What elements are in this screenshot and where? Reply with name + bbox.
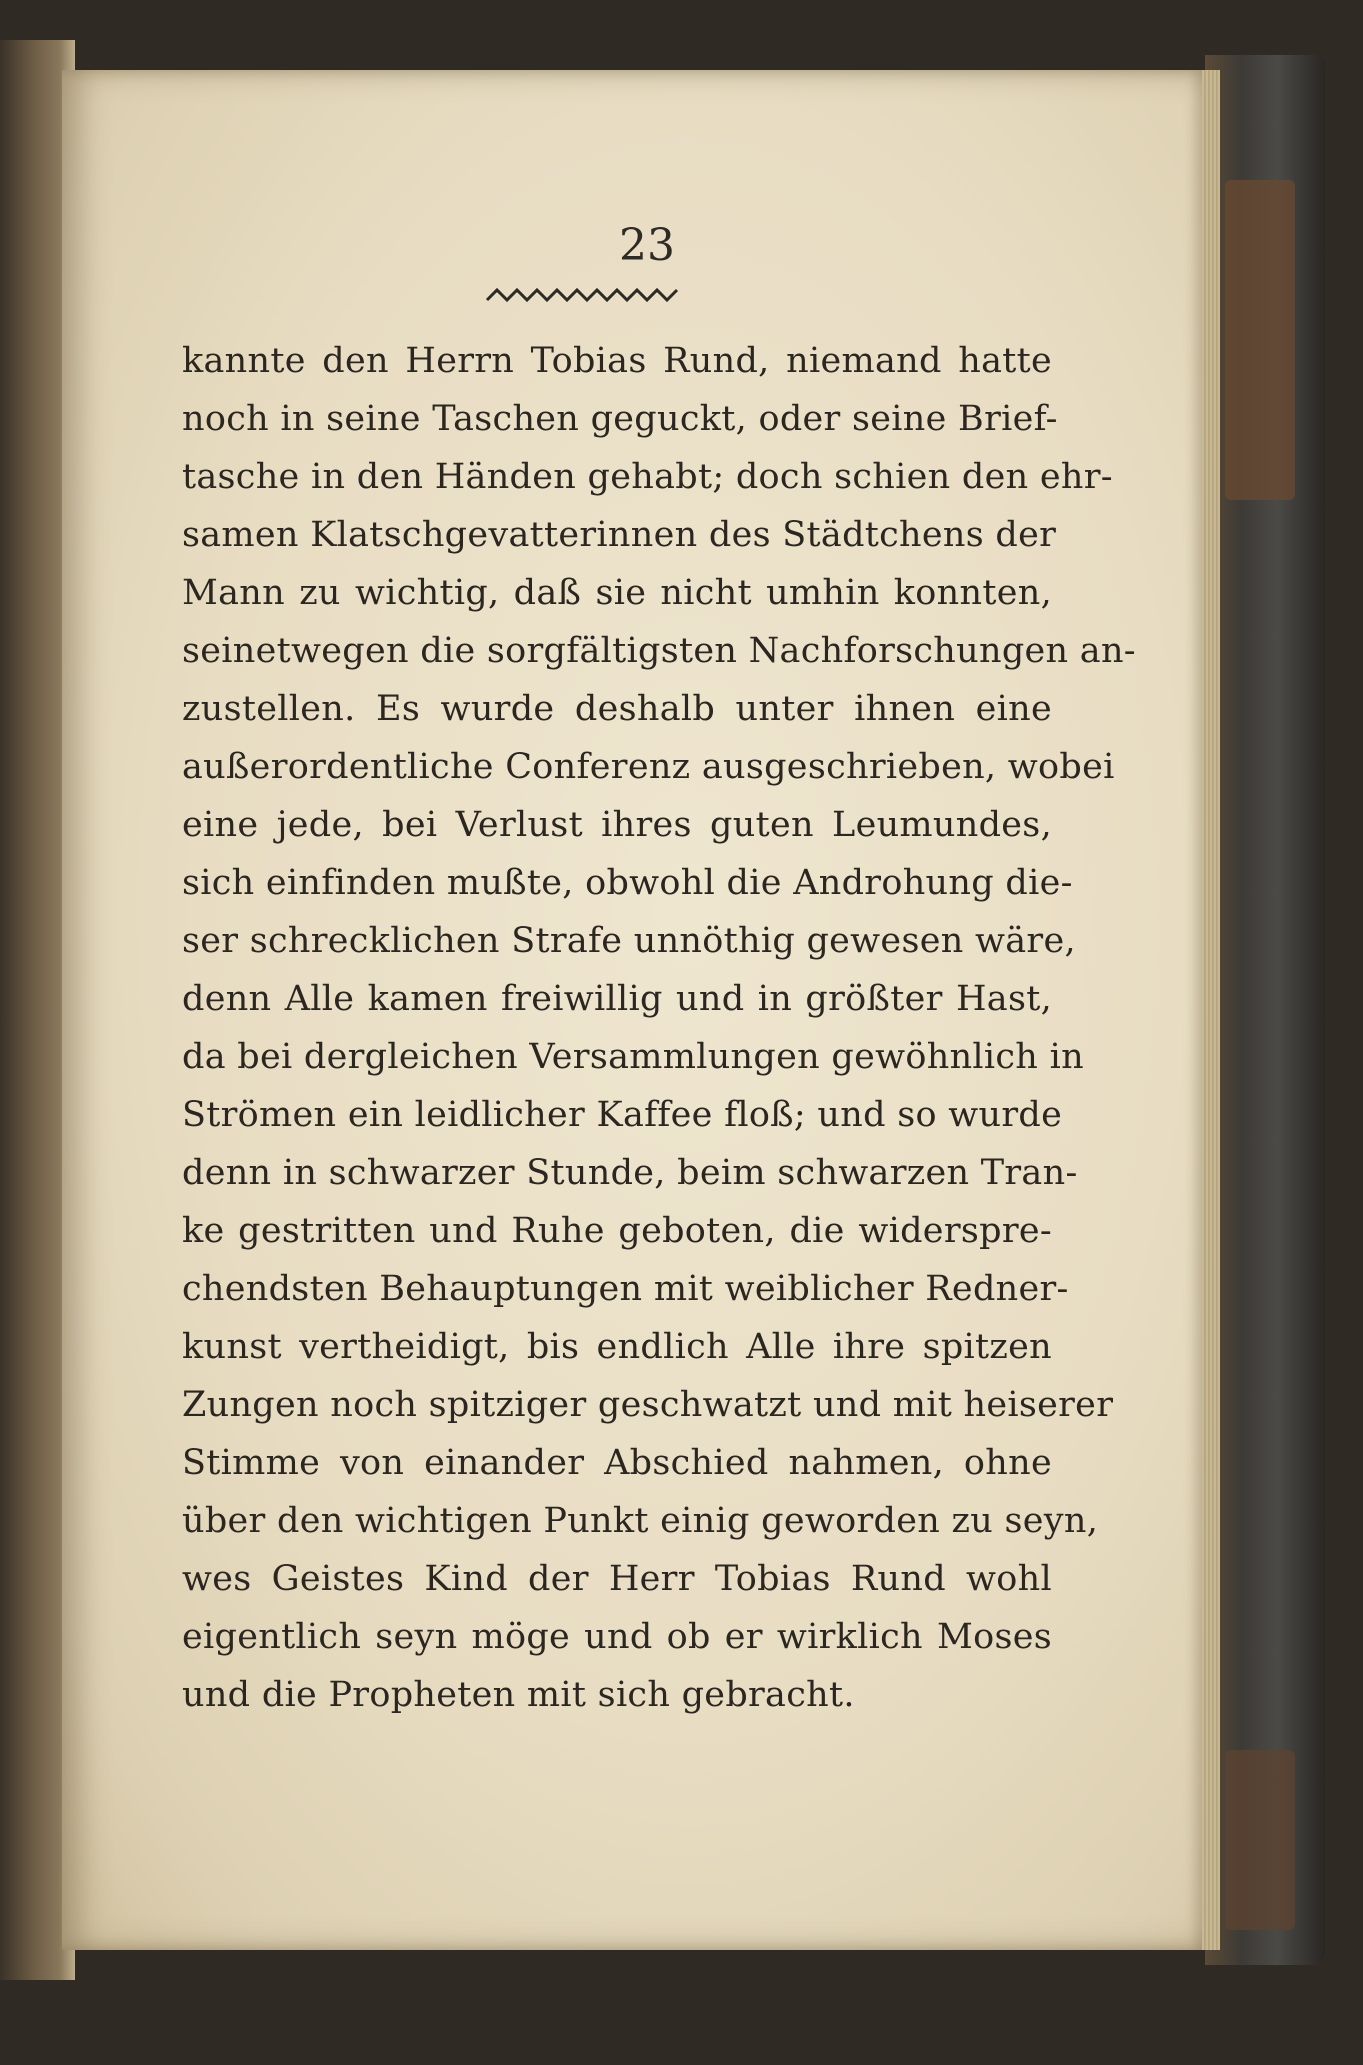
body-text [182, 332, 1136, 1724]
text-line: noch in seine Taschen geguckt, oder seine Brief- [182, 399, 1058, 439]
wavy-rule-ornament [482, 280, 682, 310]
text-line: ke gestritten und Ruhe geboten, die widerspre- [182, 1211, 1052, 1251]
worn-leather-patch-lower [1225, 1750, 1295, 1930]
text-line: ser schrecklichen Strafe unnöthig gewesen wäre, [182, 921, 1076, 961]
text-line: eine jede, bei Verlust ihres guten Leumundes, [182, 805, 1052, 845]
text-line: denn Alle kamen freiwillig und in größter Hast, [182, 979, 1052, 1019]
worn-leather-patch [1225, 180, 1295, 500]
text-line: Zungen noch spitziger geschwatzt und mit heiserer [182, 1385, 1114, 1425]
book-page [62, 70, 1202, 1950]
text-line: seinetwegen die sorgfältigsten Nachforschungen an- [182, 631, 1136, 671]
text-line: denn in schwarzer Stunde, beim schwarzen Tran- [182, 1153, 1078, 1193]
text-line: Stimme von einander Abschied nahmen, ohne [182, 1443, 1052, 1483]
text-line: über den wichtigen Punkt einig geworden zu seyn, [182, 1501, 1099, 1541]
text-line: kannte den Herrn Tobias Rund, niemand hatte [182, 341, 1052, 381]
text-line: Mann zu wichtig, daß sie nicht umhin konnten, [182, 573, 1052, 613]
text-line: kunst vertheidigt, bis endlich Alle ihre spitzen [182, 1327, 1052, 1367]
page-number: 23 [619, 220, 675, 271]
text-line: eigentlich seyn möge und ob er wirklich Moses [182, 1617, 1052, 1657]
text-line: außerordentliche Conferenz ausgeschrieben, wobei [182, 747, 1115, 787]
text-line: sich einfinden mußte, obwohl die Androhung die- [182, 863, 1073, 903]
text-line: Strömen ein leidlicher Kaffee floß; und so wurde [182, 1095, 1063, 1135]
text-line: da bei dergleichen Versammlungen gewöhnlich in [182, 1037, 1084, 1077]
text-line: und die Propheten mit sich gebracht. [182, 1675, 855, 1715]
text-line: zustellen. Es wurde deshalb unter ihnen eine [182, 689, 1052, 729]
text-line: samen Klatschgevatterinnen des Städtchens der [182, 515, 1057, 555]
text-line: wes Geistes Kind der Herr Tobias Rund wohl [182, 1559, 1052, 1599]
text-line: chendsten Behauptungen mit weiblicher Redner- [182, 1269, 1069, 1309]
text-line: tasche in den Händen gehabt; doch schien den ehr- [182, 457, 1113, 497]
